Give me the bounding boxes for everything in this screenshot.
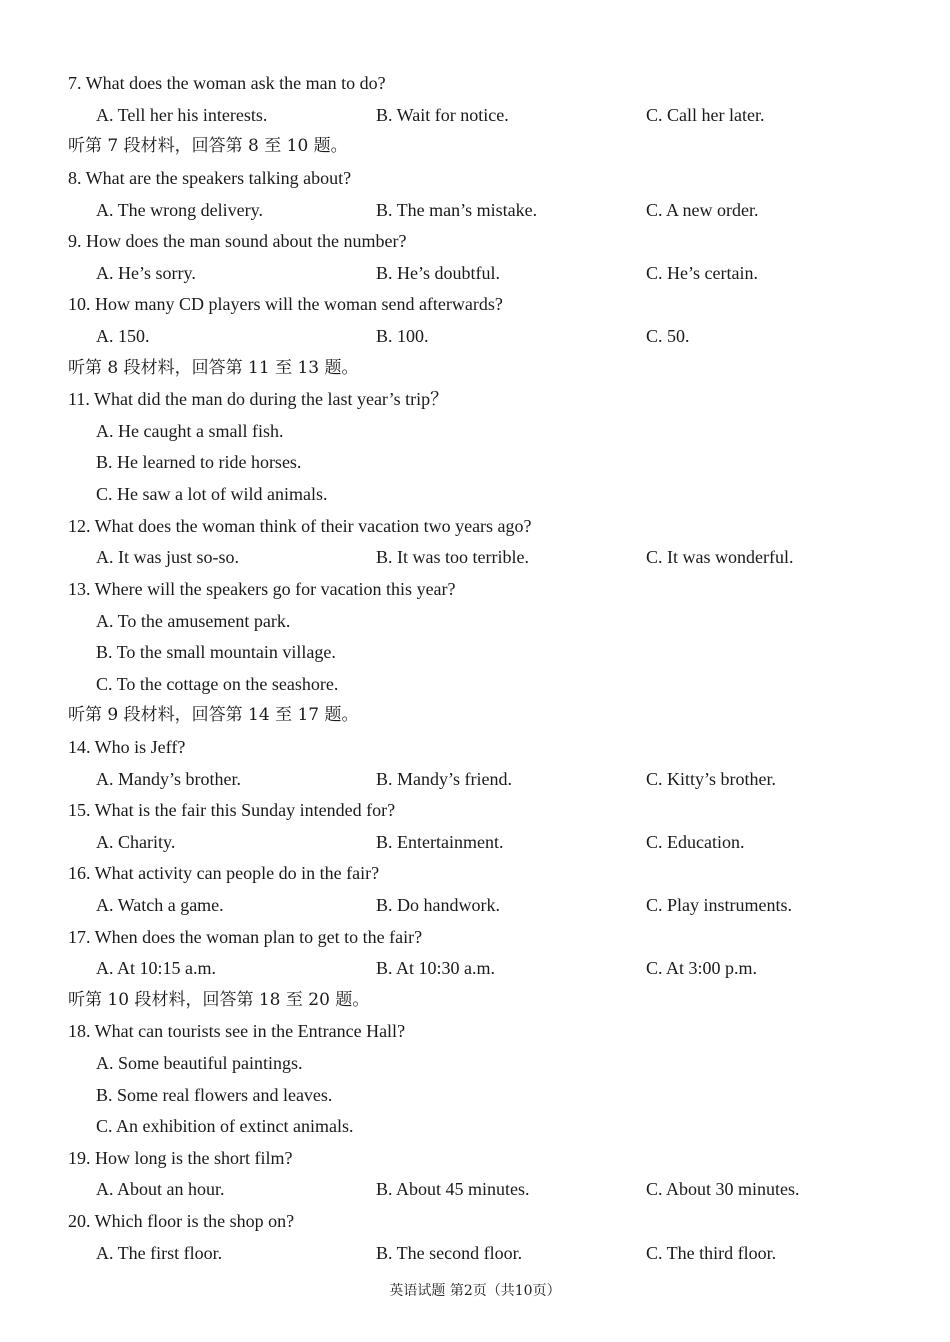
option-7a: A. Tell her his interests. (96, 105, 268, 125)
option-11b: B. He learned to ride horses. (96, 452, 302, 472)
option-10c: C. 50. (646, 326, 690, 346)
option-13c: C. To the cottage on the seashore. (96, 674, 339, 694)
option-16a: A. Watch a game. (96, 895, 224, 915)
option-20a: A. The first floor. (96, 1243, 223, 1263)
option-8c: C. A new order. (646, 200, 759, 220)
option-15c: C. Education. (646, 832, 745, 852)
option-7c: C. Call her later. (646, 105, 765, 125)
option-7b: B. Wait for notice. (376, 105, 509, 125)
option-12b: B. It was too terrible. (376, 547, 529, 567)
option-11c: C. He saw a lot of wild animals. (96, 484, 328, 504)
section-heading-10: 听第 10 段材料，回答第 18 至 20 题。 (68, 990, 370, 1010)
option-13b: B. To the small mountain village. (96, 642, 336, 662)
question-12: 12. What does the woman think of their vacation two years ago? (68, 516, 532, 536)
question-16: 16. What activity can people do in the fair? (68, 863, 380, 883)
option-10b: B. 100. (376, 326, 429, 346)
option-19b: B. About 45 minutes. (376, 1179, 530, 1199)
option-17b: B. At 10:30 a.m. (376, 958, 496, 978)
section-heading-9: 听第 9 段材料，回答第 14 至 17 题。 (68, 705, 359, 725)
option-20b: B. The second floor. (376, 1243, 523, 1263)
option-12c: C. It was wonderful. (646, 547, 794, 567)
option-18b: B. Some real flowers and leaves. (96, 1085, 333, 1105)
question-17: 17. When does the woman plan to get to the fair? (68, 927, 423, 947)
section-heading-8: 听第 8 段材料，回答第 11 至 13 题。 (68, 358, 359, 378)
option-16c: C. Play instruments. (646, 895, 793, 915)
option-15a: A. Charity. (96, 832, 176, 852)
option-20c: C. The third floor. (646, 1243, 777, 1263)
option-14b: B. Mandy’s friend. (376, 769, 512, 789)
option-18a: A. Some beautiful paintings. (96, 1053, 303, 1073)
page-footer: 英语试题 第2页（共10页） (389, 1283, 561, 1299)
question-10: 10. How many CD players will the woman send afterwards? (68, 294, 503, 314)
option-17c: C. At 3:00 p.m. (646, 958, 758, 978)
option-19c: C. About 30 minutes. (646, 1179, 800, 1199)
option-12a: A. It was just so-so. (96, 547, 239, 567)
option-18c: C. An exhibition of extinct animals. (96, 1116, 354, 1136)
section-heading-7: 听第 7 段材料，回答第 8 至 10 题。 (68, 136, 348, 156)
question-20: 20. Which floor is the shop on? (68, 1211, 295, 1231)
option-8b: B. The man’s mistake. (376, 200, 538, 220)
option-15b: B. Entertainment. (376, 832, 504, 852)
option-11a: A. He caught a small fish. (96, 421, 284, 441)
question-14: 14. Who is Jeff? (68, 737, 186, 757)
option-14a: A. Mandy’s brother. (96, 769, 241, 789)
option-16b: B. Do handwork. (376, 895, 500, 915)
question-7: 7. What does the woman ask the man to do? (68, 73, 386, 93)
option-10a: A. 150. (96, 326, 150, 346)
option-17a: A. At 10:15 a.m. (96, 958, 216, 978)
option-19a: A. About an hour. (96, 1179, 225, 1199)
question-19: 19. How long is the short film? (68, 1148, 293, 1168)
question-15: 15. What is the fair this Sunday intended for? (68, 800, 396, 820)
option-13a: A. To the amusement park. (96, 611, 291, 631)
option-9c: C. He’s certain. (646, 263, 758, 283)
question-13: 13. Where will the speakers go for vacation this year? (68, 579, 456, 599)
question-11: 11. What did the man do during the last year’s trip？ (68, 389, 449, 409)
option-14c: C. Kitty’s brother. (646, 769, 776, 789)
option-8a: A. The wrong delivery. (96, 200, 263, 220)
option-9b: B. He’s doubtful. (376, 263, 500, 283)
question-18: 18. What can tourists see in the Entrance Hall? (68, 1021, 406, 1041)
question-9: 9. How does the man sound about the number? (68, 231, 407, 251)
question-8: 8. What are the speakers talking about? (68, 168, 352, 188)
option-9a: A. He’s sorry. (96, 263, 196, 283)
